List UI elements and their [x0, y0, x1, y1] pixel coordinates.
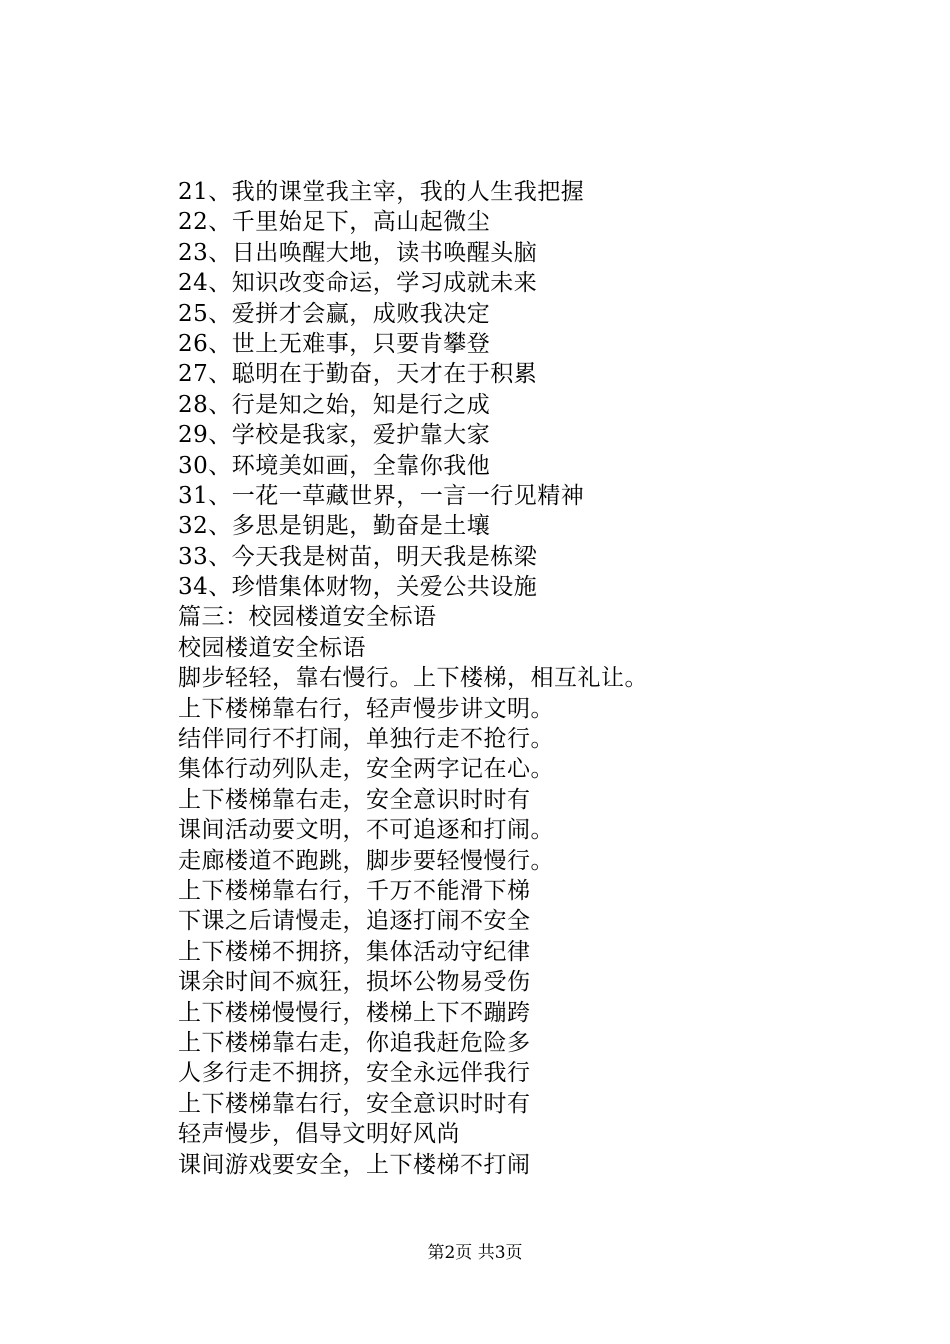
document-body [178, 177, 898, 1180]
text-line: 26、世上无难事，只要肯攀登 [178, 330, 491, 357]
text-line: 上下楼梯靠右走，你追我赶危险多 [178, 1029, 531, 1056]
text-line: 22、千里始足下，高山起微尘 [178, 209, 491, 236]
text-line: 32、多思是钥匙，勤奋是土壤 [178, 513, 491, 540]
text-line: 27、聪明在于勤奋，天才在于积累 [178, 361, 538, 388]
section-title: 校园楼道安全标语 [178, 634, 366, 661]
page-footer: 第2页 共3页 [427, 1243, 523, 1263]
text-line: 24、知识改变命运，学习成就未来 [178, 270, 538, 297]
text-line: 走廊楼道不跑跳，脚步要轻慢慢行。 [178, 847, 554, 874]
text-line: 上下楼梯靠右走，安全意识时时有 [178, 786, 531, 813]
text-line: 上下楼梯靠右行，千万不能滑下梯 [178, 877, 531, 904]
text-line: 25、爱拼才会赢，成败我决定 [178, 300, 491, 327]
text-line: 集体行动列队走，安全两字记在心。 [178, 756, 554, 783]
text-line: 上下楼梯靠右行，轻声慢步讲文明。 [178, 695, 554, 722]
text-line: 28、行是知之始，知是行之成 [178, 391, 491, 418]
text-line: 下课之后请慢走，追逐打闹不安全 [178, 908, 531, 935]
text-line: 33、今天我是树苗，明天我是栋梁 [178, 543, 538, 570]
text-line: 21、我的课堂我主宰，我的人生我把握 [178, 179, 585, 205]
text-line: 结伴同行不打闹，单独行走不抢行。 [178, 726, 554, 753]
text-line: 轻声慢步，倡导文明好风尚 [178, 1121, 460, 1148]
section-heading: 篇三：校园楼道安全标语 [178, 604, 437, 631]
text-line: 课间游戏要安全，上下楼梯不打闹 [178, 1151, 531, 1178]
text-line: 34、珍惜集体财物，关爱公共设施 [178, 574, 538, 601]
text-line: 脚步轻轻，靠右慢行。上下楼梯，相互礼让。 [178, 665, 648, 692]
text-line: 课余时间不疯狂，损坏公物易受伤 [178, 969, 531, 996]
text-line: 课间活动要文明，不可追逐和打闹。 [178, 817, 554, 844]
text-line: 上下楼梯靠右行，安全意识时时有 [178, 1090, 531, 1117]
text-line: 23、日出唤醒大地，读书唤醒头脑 [178, 239, 538, 266]
text-line: 上下楼梯不拥挤，集体活动守纪律 [178, 938, 531, 965]
text-line: 人多行走不拥挤，安全永远伴我行 [178, 1060, 531, 1087]
text-line: 上下楼梯慢慢行，楼梯上下不蹦跨 [178, 999, 531, 1026]
text-line: 30、环境美如画，全靠你我他 [178, 452, 491, 479]
text-line: 29、学校是我家，爱护靠大家 [178, 422, 491, 449]
text-line: 31、一花一草藏世界，一言一行见精神 [178, 482, 585, 509]
